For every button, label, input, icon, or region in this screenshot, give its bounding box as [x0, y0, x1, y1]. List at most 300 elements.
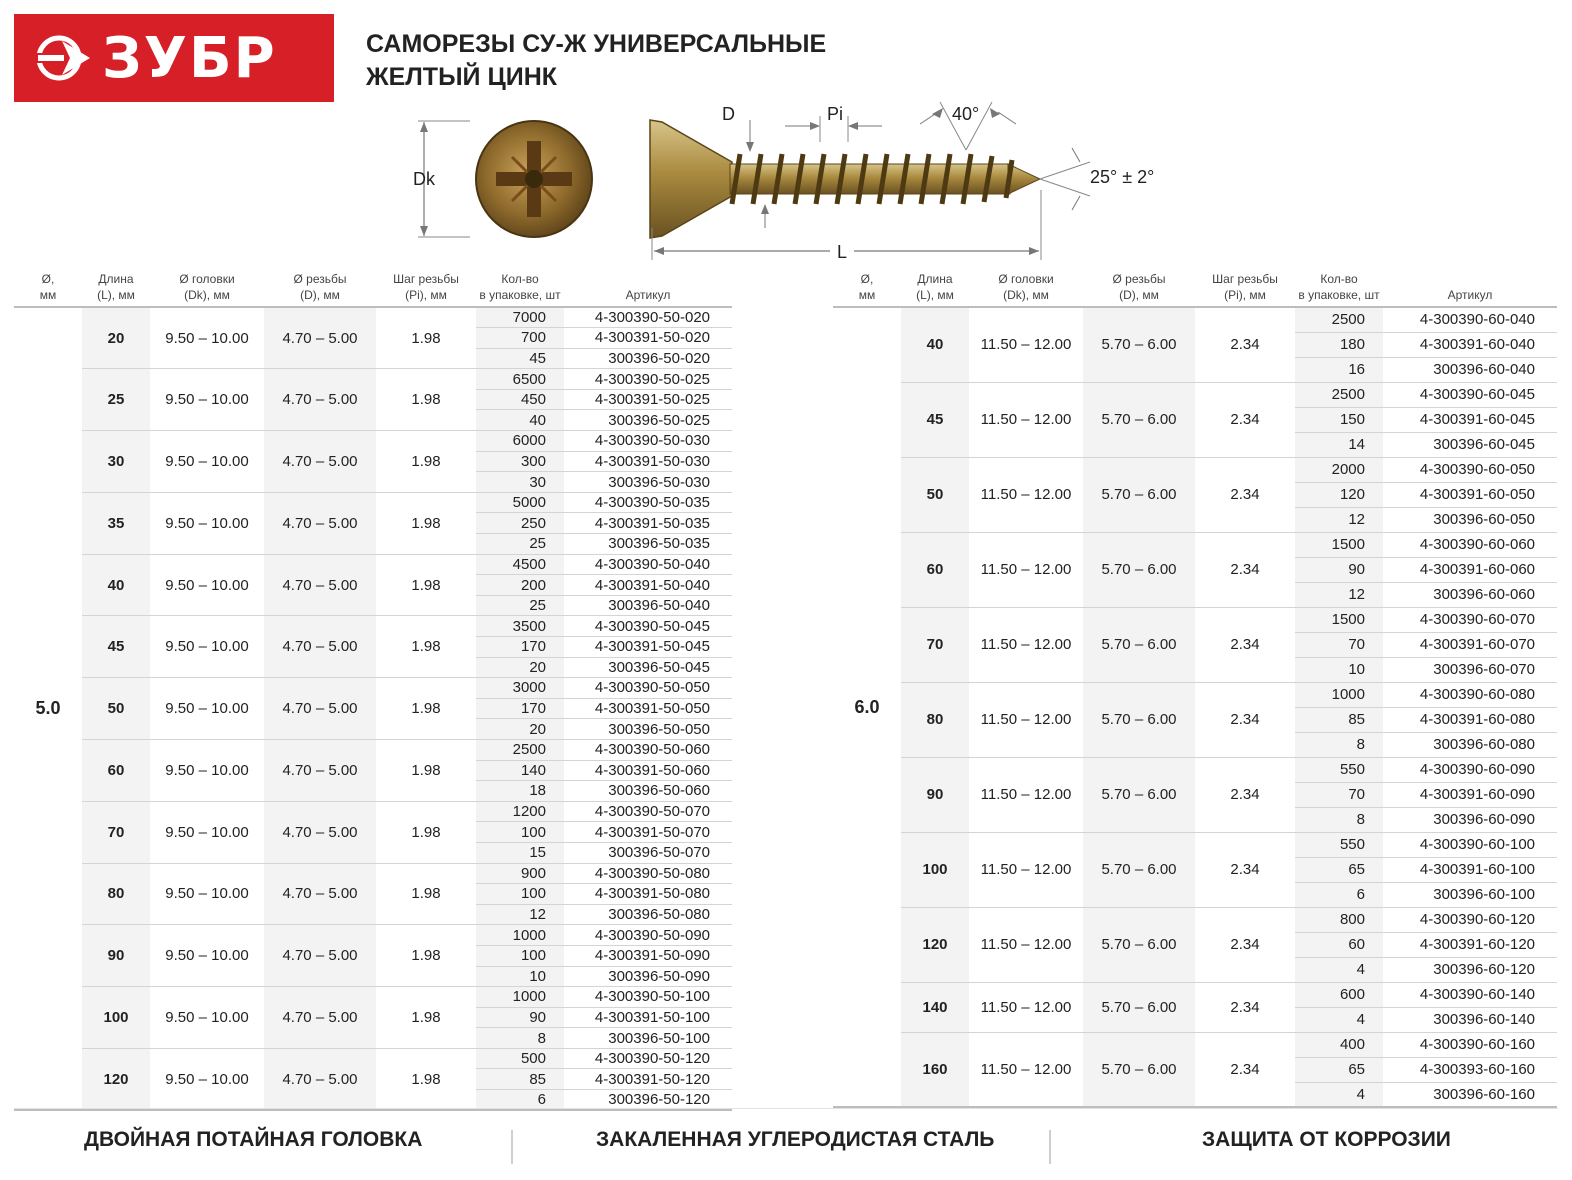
article-cell: 300396-50-060 [564, 781, 732, 802]
spec-table-5mm [14, 270, 732, 1111]
qty-cell: 16 [1295, 357, 1383, 382]
thread-diameter-cell: 5.70 – 6.00 [1083, 757, 1195, 832]
thread-diameter-cell: 4.70 – 5.00 [264, 987, 376, 1049]
article-cell: 4-300391-60-080 [1383, 707, 1557, 732]
arrow-mark-icon [34, 33, 96, 83]
thread-diameter-cell: 4.70 – 5.00 [264, 554, 376, 616]
table-row [833, 607, 1557, 632]
length-cell: 50 [82, 678, 150, 740]
table-row [14, 863, 732, 884]
head-diameter-cell: 9.50 – 10.00 [150, 554, 264, 616]
head-diameter-cell: 9.50 – 10.00 [150, 1048, 264, 1110]
table-row [14, 616, 732, 637]
article-cell: 4-300391-60-120 [1383, 932, 1557, 957]
article-cell: 4-300393-60-160 [1383, 1057, 1557, 1082]
head-diameter-cell: 9.50 – 10.00 [150, 801, 264, 863]
thread-pitch-cell: 1.98 [376, 616, 476, 678]
col-article-header: Артикул [1383, 270, 1557, 307]
diameter-cell: 5.0 [14, 307, 82, 1110]
thread-diameter-cell: 4.70 – 5.00 [264, 678, 376, 740]
article-cell: 4-300391-50-020 [564, 328, 732, 349]
col-article-header: Артикул [564, 270, 732, 307]
thread-diameter-cell: 4.70 – 5.00 [264, 1048, 376, 1110]
qty-cell: 65 [1295, 857, 1383, 882]
article-cell: 4-300390-60-050 [1383, 457, 1557, 482]
table-row [833, 307, 1557, 332]
length-cell: 60 [901, 532, 969, 607]
thread-diameter-cell: 4.70 – 5.00 [264, 307, 376, 369]
qty-cell: 1000 [476, 987, 564, 1008]
article-cell: 300396-60-060 [1383, 582, 1557, 607]
head-diameter-cell: 9.50 – 10.00 [150, 369, 264, 431]
qty-cell: 600 [1295, 982, 1383, 1007]
table-row [833, 907, 1557, 932]
page-title [366, 28, 826, 94]
head-diameter-cell: 11.50 – 12.00 [969, 382, 1083, 457]
qty-cell: 400 [1295, 1032, 1383, 1057]
article-cell: 4-300391-50-060 [564, 760, 732, 781]
col-pitch-header: Шаг резьбы (Pi), мм [376, 270, 476, 307]
article-cell: 4-300390-50-045 [564, 616, 732, 637]
table-row [833, 682, 1557, 707]
article-cell: 4-300390-50-070 [564, 801, 732, 822]
thread-pitch-cell: 1.98 [376, 1048, 476, 1110]
article-cell: 4-300391-60-060 [1383, 557, 1557, 582]
col-head-header: Ø головки (Dk), мм [150, 270, 264, 307]
qty-cell: 250 [476, 513, 564, 534]
brand-name: ЗУБР [102, 25, 277, 91]
qty-cell: 800 [1295, 907, 1383, 932]
article-cell: 4-300390-50-035 [564, 492, 732, 513]
length-cell: 30 [82, 431, 150, 493]
col-qty-header: Кол-во в упаковке, шт [1295, 270, 1383, 307]
qty-cell: 100 [476, 822, 564, 843]
thread-pitch-cell: 1.98 [376, 801, 476, 863]
article-cell: 4-300390-60-160 [1383, 1032, 1557, 1057]
table-row [14, 492, 732, 513]
footer-separator [511, 1130, 513, 1164]
qty-cell: 3500 [476, 616, 564, 637]
qty-cell: 65 [1295, 1057, 1383, 1082]
article-cell: 4-300391-50-120 [564, 1069, 732, 1090]
article-cell: 300396-50-035 [564, 534, 732, 555]
article-cell: 300396-60-090 [1383, 807, 1557, 832]
qty-cell: 70 [1295, 632, 1383, 657]
article-cell: 300396-50-100 [564, 1028, 732, 1049]
title-line-2: ЖЕЛТЫЙ ЦИНК [366, 63, 558, 91]
qty-cell: 6500 [476, 369, 564, 390]
col-thread-header: Ø резьбы (D), мм [1083, 270, 1195, 307]
qty-cell: 2500 [476, 739, 564, 760]
qty-cell: 25 [476, 595, 564, 616]
qty-cell: 700 [476, 328, 564, 349]
article-cell: 300396-60-120 [1383, 957, 1557, 982]
qty-cell: 25 [476, 534, 564, 555]
col-length-header: Длина (L), мм [901, 270, 969, 307]
table-row [833, 532, 1557, 557]
thread-pitch-cell: 2.34 [1195, 382, 1295, 457]
title-line-1: САМОРЕЗЫ СУ-Ж УНИВЕРСАЛЬНЫЕ [366, 30, 827, 58]
qty-cell: 8 [1295, 807, 1383, 832]
article-cell: 4-300390-60-140 [1383, 982, 1557, 1007]
length-cell: 80 [82, 863, 150, 925]
feature-double-countersunk-head: ДВОЙНАЯ ПОТАЙНАЯ ГОЛОВКА [84, 1128, 423, 1151]
qty-cell: 900 [476, 863, 564, 884]
length-cell: 25 [82, 369, 150, 431]
qty-cell: 60 [1295, 932, 1383, 957]
thread-diameter-cell: 4.70 – 5.00 [264, 863, 376, 925]
pi-label: Pi [827, 104, 844, 124]
spec-table-6mm [833, 270, 1557, 1108]
article-cell: 4-300391-60-100 [1383, 857, 1557, 882]
article-cell: 300396-60-100 [1383, 882, 1557, 907]
table-row [14, 1048, 732, 1069]
table-row [14, 678, 732, 699]
qty-cell: 100 [476, 884, 564, 905]
qty-cell: 4500 [476, 554, 564, 575]
length-cell: 20 [82, 307, 150, 369]
table-row [14, 739, 732, 760]
article-cell: 4-300390-50-030 [564, 431, 732, 452]
table-row [14, 801, 732, 822]
qty-cell: 120 [1295, 482, 1383, 507]
qty-cell: 40 [476, 410, 564, 431]
article-cell: 4-300391-60-040 [1383, 332, 1557, 357]
qty-cell: 12 [1295, 507, 1383, 532]
length-cell: 70 [82, 801, 150, 863]
thread-pitch-cell: 2.34 [1195, 532, 1295, 607]
thread-pitch-cell: 2.34 [1195, 832, 1295, 907]
angle-label: 40° [952, 104, 980, 124]
qty-cell: 1200 [476, 801, 564, 822]
article-cell: 300396-50-045 [564, 657, 732, 678]
qty-cell: 90 [1295, 557, 1383, 582]
qty-cell: 12 [1295, 582, 1383, 607]
article-cell: 4-300391-50-025 [564, 389, 732, 410]
table-row [833, 982, 1557, 1007]
head-diameter-cell: 9.50 – 10.00 [150, 863, 264, 925]
qty-cell: 170 [476, 698, 564, 719]
article-cell: 4-300390-60-060 [1383, 532, 1557, 557]
article-cell: 300396-50-050 [564, 719, 732, 740]
length-cell: 160 [901, 1032, 969, 1107]
thread-pitch-cell: 1.98 [376, 678, 476, 740]
article-cell: 300396-50-070 [564, 842, 732, 863]
head-diameter-cell: 11.50 – 12.00 [969, 457, 1083, 532]
length-cell: 90 [901, 757, 969, 832]
thread-pitch-cell: 2.34 [1195, 757, 1295, 832]
table-row [14, 925, 732, 946]
thread-pitch-cell: 2.34 [1195, 1032, 1295, 1107]
length-cell: 120 [82, 1048, 150, 1110]
article-cell: 4-300390-50-060 [564, 739, 732, 760]
head-diameter-cell: 11.50 – 12.00 [969, 532, 1083, 607]
qty-cell: 500 [476, 1048, 564, 1069]
article-cell: 4-300390-50-025 [564, 369, 732, 390]
col-head-header: Ø головки (Dk), мм [969, 270, 1083, 307]
qty-cell: 450 [476, 389, 564, 410]
article-cell: 300396-50-040 [564, 595, 732, 616]
article-cell: 4-300391-60-050 [1383, 482, 1557, 507]
thread-pitch-cell: 2.34 [1195, 457, 1295, 532]
thread-diameter-cell: 5.70 – 6.00 [1083, 307, 1195, 382]
feature-hardened-carbon-steel: ЗАКАЛЕННАЯ УГЛЕРОДИСТАЯ СТАЛЬ [596, 1128, 995, 1151]
qty-cell: 85 [476, 1069, 564, 1090]
article-cell: 4-300390-50-080 [564, 863, 732, 884]
diameter-cell: 6.0 [833, 307, 901, 1107]
col-thread-header: Ø резьбы (D), мм [264, 270, 376, 307]
footer-divider [14, 1108, 1558, 1109]
article-cell: 4-300391-50-040 [564, 575, 732, 596]
article-cell: 4-300390-50-090 [564, 925, 732, 946]
length-cell: 90 [82, 925, 150, 987]
article-cell: 300396-50-020 [564, 348, 732, 369]
length-cell: 100 [82, 987, 150, 1049]
article-cell: 300396-60-140 [1383, 1007, 1557, 1032]
qty-cell: 170 [476, 637, 564, 658]
qty-cell: 180 [1295, 332, 1383, 357]
thread-pitch-cell: 2.34 [1195, 907, 1295, 982]
thread-diameter-cell: 5.70 – 6.00 [1083, 607, 1195, 682]
article-cell: 4-300390-50-100 [564, 987, 732, 1008]
screw-side-view [650, 120, 1040, 238]
qty-cell: 2000 [1295, 457, 1383, 482]
qty-cell: 90 [476, 1007, 564, 1028]
head-diameter-cell: 9.50 – 10.00 [150, 987, 264, 1049]
thread-diameter-cell: 4.70 – 5.00 [264, 492, 376, 554]
tip-angle-label: 25° ± 2° [1090, 167, 1155, 187]
head-diameter-cell: 11.50 – 12.00 [969, 1032, 1083, 1107]
length-cell: 80 [901, 682, 969, 757]
article-cell: 4-300391-50-035 [564, 513, 732, 534]
article-cell: 4-300390-60-045 [1383, 382, 1557, 407]
head-diameter-cell: 11.50 – 12.00 [969, 682, 1083, 757]
qty-cell: 150 [1295, 407, 1383, 432]
length-cell: 40 [901, 307, 969, 382]
thread-pitch-cell: 1.98 [376, 987, 476, 1049]
qty-cell: 4 [1295, 1007, 1383, 1032]
qty-cell: 30 [476, 472, 564, 493]
length-cell: 120 [901, 907, 969, 982]
head-diameter-cell: 9.50 – 10.00 [150, 739, 264, 801]
thread-pitch-cell: 1.98 [376, 554, 476, 616]
head-diameter-cell: 9.50 – 10.00 [150, 492, 264, 554]
article-cell: 4-300391-50-080 [564, 884, 732, 905]
article-cell: 300396-60-045 [1383, 432, 1557, 457]
thread-diameter-cell: 4.70 – 5.00 [264, 739, 376, 801]
thread-diameter-cell: 4.70 – 5.00 [264, 801, 376, 863]
qty-cell: 4 [1295, 1082, 1383, 1107]
article-cell: 4-300391-50-090 [564, 945, 732, 966]
qty-cell: 18 [476, 781, 564, 802]
qty-cell: 8 [476, 1028, 564, 1049]
screw-diagram [400, 100, 1180, 270]
table-row [14, 307, 732, 328]
col-pitch-header: Шаг резьбы (Pi), мм [1195, 270, 1295, 307]
article-cell: 300396-50-030 [564, 472, 732, 493]
thread-pitch-cell: 1.98 [376, 431, 476, 493]
article-cell: 300396-50-090 [564, 966, 732, 987]
qty-cell: 4 [1295, 957, 1383, 982]
thread-pitch-cell: 2.34 [1195, 607, 1295, 682]
brand-logo [14, 14, 334, 102]
thread-pitch-cell: 2.34 [1195, 682, 1295, 757]
qty-cell: 300 [476, 451, 564, 472]
article-cell: 4-300390-60-120 [1383, 907, 1557, 932]
qty-cell: 6 [476, 1090, 564, 1111]
qty-cell: 20 [476, 719, 564, 740]
qty-cell: 20 [476, 657, 564, 678]
length-cell: 50 [901, 457, 969, 532]
article-cell: 300396-60-070 [1383, 657, 1557, 682]
article-cell: 4-300391-50-030 [564, 451, 732, 472]
screw-head-view [476, 121, 592, 237]
head-diameter-cell: 9.50 – 10.00 [150, 431, 264, 493]
article-cell: 4-300390-60-080 [1383, 682, 1557, 707]
head-diameter-cell: 11.50 – 12.00 [969, 832, 1083, 907]
qty-cell: 12 [476, 904, 564, 925]
thread-diameter-cell: 5.70 – 6.00 [1083, 532, 1195, 607]
article-cell: 4-300391-50-045 [564, 637, 732, 658]
article-cell: 4-300391-50-070 [564, 822, 732, 843]
thread-diameter-cell: 4.70 – 5.00 [264, 925, 376, 987]
thread-diameter-cell: 4.70 – 5.00 [264, 369, 376, 431]
table-row [833, 832, 1557, 857]
qty-cell: 6 [1295, 882, 1383, 907]
dk-label: Dk [413, 169, 435, 189]
thread-diameter-cell: 5.70 – 6.00 [1083, 982, 1195, 1032]
footer-separator [1049, 1130, 1051, 1164]
thread-pitch-cell: 2.34 [1195, 307, 1295, 382]
qty-cell: 140 [476, 760, 564, 781]
thread-pitch-cell: 1.98 [376, 863, 476, 925]
qty-cell: 3000 [476, 678, 564, 699]
length-cell: 70 [901, 607, 969, 682]
qty-cell: 1000 [476, 925, 564, 946]
qty-cell: 7000 [476, 307, 564, 328]
length-cell: 35 [82, 492, 150, 554]
thread-pitch-cell: 1.98 [376, 739, 476, 801]
thread-diameter-cell: 5.70 – 6.00 [1083, 832, 1195, 907]
feature-corrosion-protection: ЗАЩИТА ОТ КОРРОЗИИ [1202, 1128, 1451, 1151]
d-label: D [722, 104, 735, 124]
article-cell: 4-300391-50-050 [564, 698, 732, 719]
thread-diameter-cell: 4.70 – 5.00 [264, 616, 376, 678]
head-diameter-cell: 9.50 – 10.00 [150, 616, 264, 678]
thread-diameter-cell: 5.70 – 6.00 [1083, 457, 1195, 532]
qty-cell: 10 [1295, 657, 1383, 682]
l-label: L [837, 242, 848, 262]
thread-diameter-cell: 5.70 – 6.00 [1083, 382, 1195, 457]
article-cell: 300396-50-025 [564, 410, 732, 431]
table-row [833, 457, 1557, 482]
qty-cell: 200 [476, 575, 564, 596]
qty-cell: 45 [476, 348, 564, 369]
col-diameter-header: Ø, мм [14, 270, 82, 307]
qty-cell: 1000 [1295, 682, 1383, 707]
table-row [833, 757, 1557, 782]
article-cell: 300396-50-120 [564, 1090, 732, 1111]
article-cell: 4-300390-50-040 [564, 554, 732, 575]
length-cell: 100 [901, 832, 969, 907]
article-cell: 4-300390-50-120 [564, 1048, 732, 1069]
article-cell: 300396-60-040 [1383, 357, 1557, 382]
article-cell: 4-300390-50-050 [564, 678, 732, 699]
col-length-header: Длина (L), мм [82, 270, 150, 307]
article-cell: 4-300391-50-100 [564, 1007, 732, 1028]
qty-cell: 100 [476, 945, 564, 966]
thread-pitch-cell: 2.34 [1195, 982, 1295, 1032]
head-diameter-cell: 9.50 – 10.00 [150, 678, 264, 740]
table-row [14, 554, 732, 575]
col-diameter-header: Ø, мм [833, 270, 901, 307]
thread-pitch-cell: 1.98 [376, 925, 476, 987]
qty-cell: 5000 [476, 492, 564, 513]
qty-cell: 550 [1295, 757, 1383, 782]
head-diameter-cell: 11.50 – 12.00 [969, 907, 1083, 982]
qty-cell: 6000 [476, 431, 564, 452]
thread-diameter-cell: 5.70 – 6.00 [1083, 682, 1195, 757]
length-cell: 140 [901, 982, 969, 1032]
table-row [833, 1032, 1557, 1057]
qty-cell: 10 [476, 966, 564, 987]
thread-pitch-cell: 1.98 [376, 492, 476, 554]
table-row [14, 987, 732, 1008]
qty-cell: 70 [1295, 782, 1383, 807]
thread-diameter-cell: 4.70 – 5.00 [264, 431, 376, 493]
article-cell: 300396-50-080 [564, 904, 732, 925]
thread-diameter-cell: 5.70 – 6.00 [1083, 1032, 1195, 1107]
qty-cell: 2500 [1295, 307, 1383, 332]
qty-cell: 550 [1295, 832, 1383, 857]
qty-cell: 1500 [1295, 532, 1383, 557]
article-cell: 4-300390-60-040 [1383, 307, 1557, 332]
length-cell: 45 [901, 382, 969, 457]
col-qty-header: Кол-во в упаковке, шт [476, 270, 564, 307]
table-row [833, 382, 1557, 407]
head-diameter-cell: 9.50 – 10.00 [150, 925, 264, 987]
thread-diameter-cell: 5.70 – 6.00 [1083, 907, 1195, 982]
qty-cell: 8 [1295, 732, 1383, 757]
qty-cell: 85 [1295, 707, 1383, 732]
length-cell: 60 [82, 739, 150, 801]
article-cell: 300396-60-080 [1383, 732, 1557, 757]
thread-pitch-cell: 1.98 [376, 307, 476, 369]
article-cell: 4-300390-60-100 [1383, 832, 1557, 857]
article-cell: 4-300391-60-090 [1383, 782, 1557, 807]
head-diameter-cell: 11.50 – 12.00 [969, 307, 1083, 382]
thread-pitch-cell: 1.98 [376, 369, 476, 431]
article-cell: 300396-60-050 [1383, 507, 1557, 532]
length-cell: 40 [82, 554, 150, 616]
head-diameter-cell: 11.50 – 12.00 [969, 757, 1083, 832]
article-cell: 4-300390-60-090 [1383, 757, 1557, 782]
head-diameter-cell: 9.50 – 10.00 [150, 307, 264, 369]
article-cell: 4-300391-60-045 [1383, 407, 1557, 432]
head-diameter-cell: 11.50 – 12.00 [969, 982, 1083, 1032]
article-cell: 4-300390-50-020 [564, 307, 732, 328]
head-diameter-cell: 11.50 – 12.00 [969, 607, 1083, 682]
length-cell: 45 [82, 616, 150, 678]
qty-cell: 14 [1295, 432, 1383, 457]
qty-cell: 2500 [1295, 382, 1383, 407]
table-row [14, 369, 732, 390]
qty-cell: 1500 [1295, 607, 1383, 632]
article-cell: 4-300390-60-070 [1383, 607, 1557, 632]
article-cell: 4-300391-60-070 [1383, 632, 1557, 657]
article-cell: 300396-60-160 [1383, 1082, 1557, 1107]
table-row [14, 431, 732, 452]
